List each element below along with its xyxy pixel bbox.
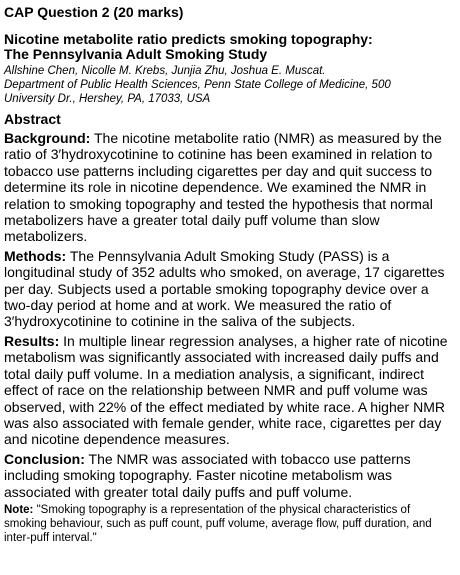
background-label: Background: — [4, 130, 91, 146]
paper-title — [4, 32, 456, 62]
conclusion-text: The NMR was associated with tobacco use patterns including smoking topography. Faster nicotine metabolism was associated with greater total daily puffs and puff volume. — [4, 450, 411, 500]
results-paragraph — [4, 333, 456, 448]
author-list: Allshine Chen, Nicolle M. Krebs, Junjia Zhu, Joshua E. Muscat. — [4, 65, 326, 77]
paper-title-line-2: The Pennsylvania Adult Smoking Study — [4, 46, 268, 62]
results-label: Results: — [4, 332, 60, 349]
paper-title-line-1: Nicotine metabolite ratio predicts smoking topography: — [4, 31, 373, 47]
note-paragraph — [4, 504, 456, 545]
methods-text: The Pennsylvania Adult Smoking Study (PASS) is a longitudinal study of 352 adults who smoked, on average, 17 cigarettes per day. Subjects used a portable smoking topography device over a two-day period at home and at work. We measured the ratio of 3′hydroxycotinine to cotinine in the saliva of the subjects. — [4, 247, 445, 330]
question-header: CAP Question 2 (20 marks) — [4, 4, 184, 20]
abstract-heading: Abstract — [4, 111, 61, 127]
methods-paragraph — [4, 248, 456, 330]
document-page — [4, 0, 456, 545]
note-label: Note: — [4, 503, 34, 516]
note-text: "Smoking topography is a representation of the physical characteristics of smoking behaviour, such as puff count, puff volume, average flow, puff duration, and inter-puff interval." — [4, 503, 432, 544]
conclusion-paragraph — [4, 451, 456, 500]
affiliation-line-2: University Dr., Hershey, PA, 17033, USA — [4, 93, 211, 105]
affiliation-line-1: Department of Public Health Sciences, Penn State College of Medicine, 500 — [4, 79, 391, 91]
background-paragraph — [4, 130, 456, 245]
background-text: The nicotine metabolite ratio (NMR) as measured by the ratio of 3′hydroxycotinine to cotinine has been examined in relation to tobacco use patterns including cigarettes per day and quit success to determine its role in nicotine dependence. We examined the NMR in relation to smoking topography and tested the hypothesis that normal metabolizers have a greater total daily puff volume than slow metabolizers. — [4, 130, 442, 245]
conclusion-label: Conclusion: — [4, 450, 85, 467]
methods-label: Methods: — [4, 247, 67, 264]
results-text: In multiple linear regression analyses, a higher rate of nicotine metabolism was significantly associated with increased daily puffs and total daily puff volume. In a mediation analysis, a significant, indirect effect of race on the relationship between NMR and puff volume was observed, with 22% of the effect mediated by white race. A higher NMR was also associated with female gender, white race, cigarettes per day and nicotine dependence measures. — [4, 332, 448, 448]
